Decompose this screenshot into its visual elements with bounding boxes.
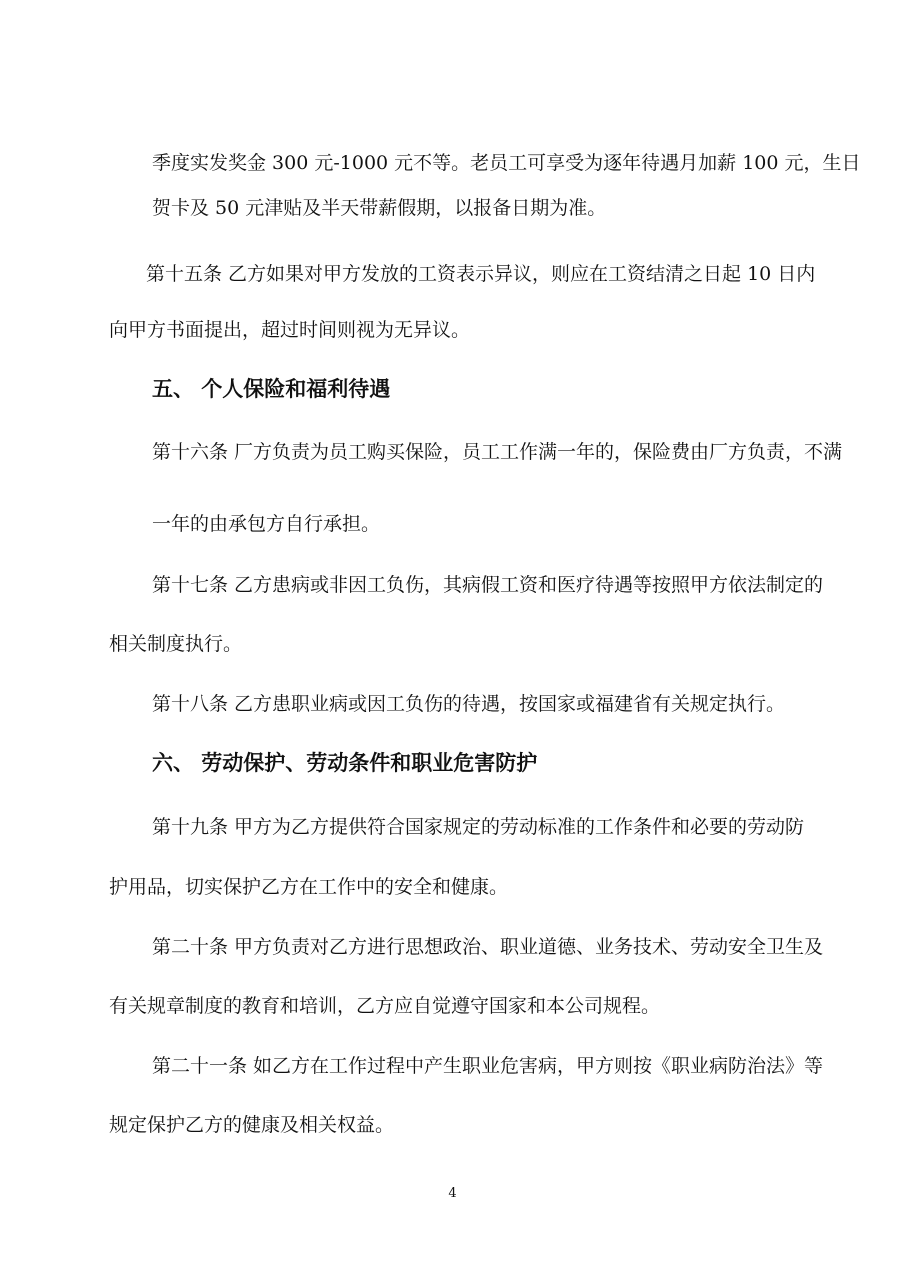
- section-heading-6: 六、 劳动保护、劳动条件和职业危害防护: [152, 751, 538, 775]
- article-20-line: 第二十条 甲方负责对乙方进行思想政治、职业道德、业务技术、劳动安全卫生及: [152, 936, 824, 958]
- paragraph-line: 贺卡及 50 元津贴及半天带薪假期，以报备日期为准。: [152, 197, 607, 219]
- article-18-line: 第十八条 乙方患职业病或因工负伤的待遇，按国家或福建省有关规定执行。: [152, 693, 786, 715]
- article-19-line: 第十九条 甲方为乙方提供符合国家规定的劳动标准的工作条件和必要的劳动防: [152, 816, 805, 838]
- paragraph-line: 护用品，切实保护乙方在工作中的安全和健康。: [109, 876, 509, 898]
- article-15-line: 第十五条 乙方如果对甲方发放的工资表示异议，则应在工资结清之日起 10 日内: [146, 263, 816, 285]
- paragraph-line: 相关制度执行。: [109, 633, 243, 655]
- page-number: 4: [448, 1186, 457, 1201]
- article-21-line: 第二十一条 如乙方在工作过程中产生职业危害病，甲方则按《职业病防治法》等: [152, 1055, 824, 1077]
- paragraph-line: 一年的由承包方自行承担。: [152, 513, 381, 535]
- article-16-line: 第十六条 厂方负责为员工购买保险，员工工作满一年的，保险费由厂方负责，不满: [152, 441, 843, 463]
- paragraph-line: 规定保护乙方的健康及相关权益。: [109, 1114, 395, 1136]
- paragraph-line: 向甲方书面提出，超过时间则视为无异议。: [109, 319, 471, 341]
- article-17-line: 第十七条 乙方患病或非因工负伤，其病假工资和医疗待遇等按照甲方依法制定的: [152, 574, 824, 596]
- section-heading-5: 五、 个人保险和福利待遇: [152, 377, 391, 401]
- paragraph-line: 有关规章制度的教育和培训，乙方应自觉遵守国家和本公司规程。: [109, 995, 661, 1017]
- paragraph-line: 季度实发奖金 300 元-1000 元不等。老员工可享受为逐年待遇月加薪 100 元，生日: [152, 152, 861, 174]
